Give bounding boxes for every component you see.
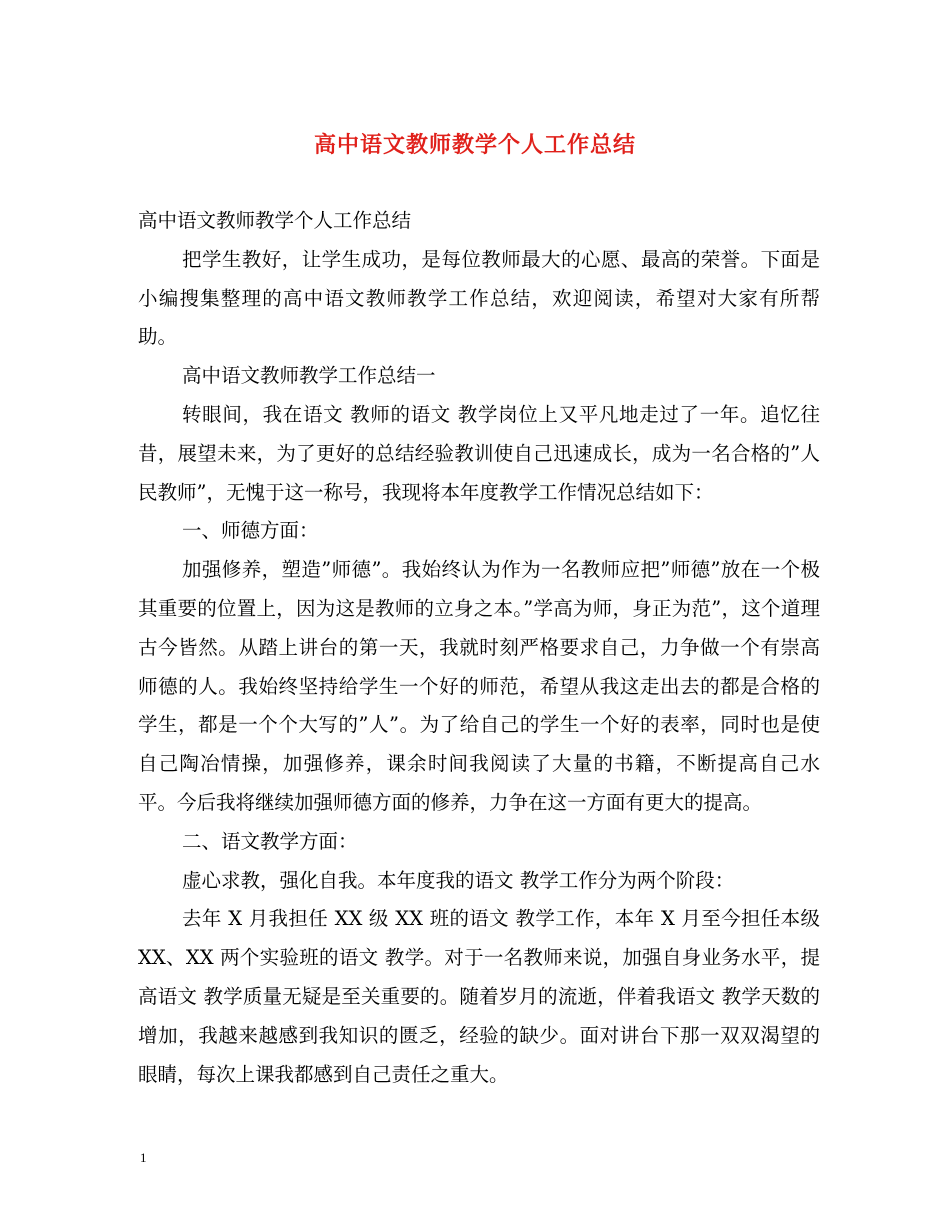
paragraph-teaching-detail: 去年 X 月我担任 XX 级 XX 班的语文 教学工作，本年 X 月至今担任本级 XX、XX 两个实验班的语文 教学。对于一名教师来说，加强自身业务水平，提高语文 教学质量无疑是至关重要的。随着岁月的流逝，伴着我语文 教学天数的增加，我越来越感到我知识的匮乏，经验的缺少。面对讲台下那一双双渴望的眼睛，每次上课我都感到自己责任之重大。 xyxy=(138,907,820,1086)
document-title: 高中语文教师教学个人工作总结 xyxy=(313,132,636,158)
paragraph-ethics: 加强修养，塑造”师德”。我始终认为作为一名教师应把”师德”放在一个极其重要的位置上，因为这是教师的立身之本。”学高为师，身正为范”，这个道理古今皆然。从踏上讲台的第一天，我就时刻严格要求自己，力争做一个有崇高师德的人。我始终坚持给学生一个好的师范，希望从我这走出去的都是合格的学生，都是一个个大写的”人”。为了给自己的学生一个好的表率，同时也是使自己陶冶情操，加强修养，课余时间我阅读了大量的书籍，不断提高自己水平。今后我将继续加强师德方面的修养，力争在这一方面有更大的提高。 xyxy=(138,558,820,814)
section-heading-summary-one: 高中语文教师教学工作总结一 xyxy=(182,364,436,388)
paragraph-overview: 转眼间，我在语文 教师的语文 教学岗位上又平凡地走过了一年。追忆往昔，展望未来，为了更好的总结经验教训使自己迅速成长，成为一名合格的”人民教师”，无愧于这一称号，我现将本年度教学工作情况总结如下： xyxy=(138,402,820,504)
page-number: 1 xyxy=(140,1150,147,1165)
body-subtitle: 高中语文教师教学个人工作总结 xyxy=(138,209,412,232)
document-body xyxy=(138,202,820,1094)
paragraph-teaching-intro: 虚心求教，强化自我。本年度我的语文 教学工作分为两个阶段： xyxy=(182,868,735,892)
paragraph-intro: 把学生教好，让学生成功，是每位教师最大的心愿、最高的荣誉。下面是小编搜集整理的高中语文教师教学工作总结，欢迎阅读，希望对大家有所帮助。 xyxy=(138,247,820,349)
section-heading-teaching: 二、语文教学方面： xyxy=(182,829,358,853)
section-heading-ethics: 一、师德方面： xyxy=(182,519,319,543)
